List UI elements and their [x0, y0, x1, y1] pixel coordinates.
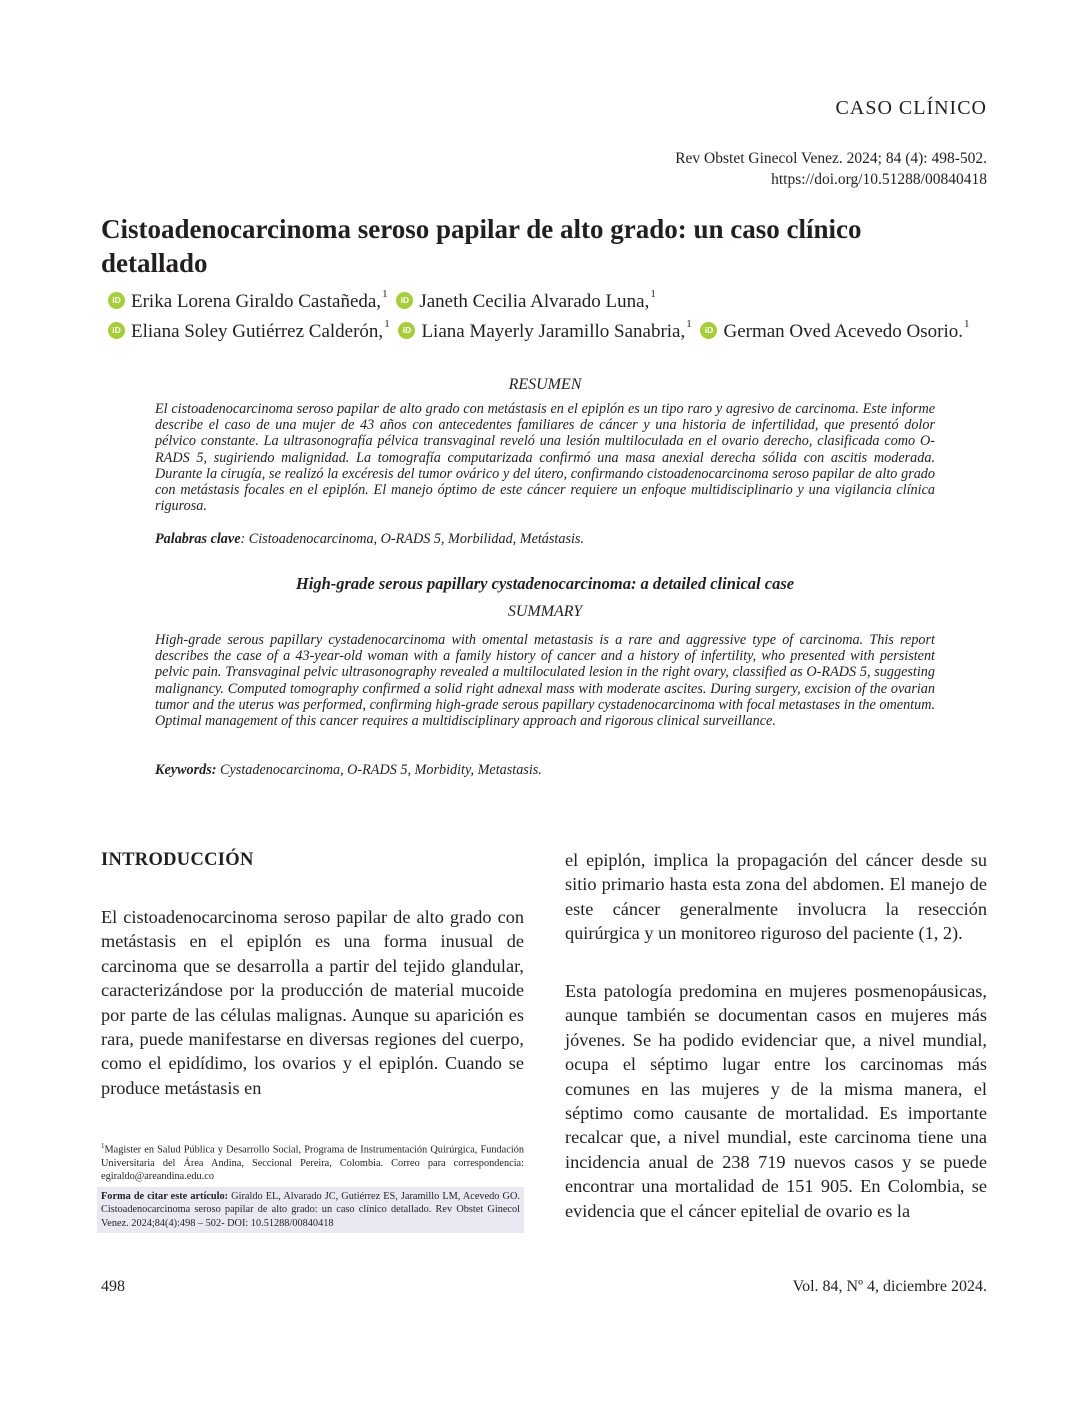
keywords-value: Cystadenocarcinoma, O-RADS 5, Morbidity, Metastasis.	[216, 762, 542, 778]
summary-keywords	[155, 762, 935, 779]
intro-paragraph-left: El cistoadenocarcinoma seroso papilar de alto grado con metástasis en el epiplón es una forma inusual de carcinoma que se desarrolla a partir del tejido glandular, caracterizándose por la producción de material mucoide por parte de las células malignas. Aunque su aparición es rara, puede manifestarse en diversas regiones del cuerpo, como el epidídimo, los ovarios y el epiplón. Cuando se produce metástasis en	[101, 907, 524, 1098]
resumen-text: El cistoadenocarcinoma seroso papilar de alto grado con metástasis en el epiplón es un tipo raro y agresivo de carcinoma. Este informe describe el caso de una mujer de 43 años con antecedentes familiares de cáncer y una historia de infertilidad, que presentó dolor pélvico constante. La ultrasonografía pélvica transvaginal reveló una lesión multiloculada en el ovario derecho, clasificada como O-RADS 5, sugiriendo malignidad. La tomografía computarizada confirmó una masa anexial derecha sólida con ascitis moderada. Durante la cirugía, se realizó la excéresis del tumor ovárico y del útero, confirmando cistoadenocarcinoma seroso papilar de alto grado con metástasis focales en el epiplón. El manejo óptimo de este cáncer requiere un enfoque multidisciplinario y una vigilancia clínica rigurosa.	[155, 401, 935, 515]
journal-ref: Rev Obstet Ginecol Venez. 2024; 84 (4): 498-502.	[675, 150, 987, 167]
doi-link[interactable]: https://doi.org/10.51288/00840418	[771, 171, 987, 188]
keywords-label: Palabras clave	[155, 531, 241, 547]
author	[108, 318, 390, 345]
footnote-text: Magister en Salud Pública y Desarrollo Social, Programa de Instrumentación Quirúrgica, Fundación Universitaria del Área Andina, Seccional Pereira, Colombia. Correo para correspondencia: egiraldo@areandina.edu.co	[101, 1144, 524, 1183]
orcid-icon[interactable]: iD	[396, 292, 413, 309]
affiliation-mark: 1	[686, 318, 692, 330]
keywords-label: Keywords:	[155, 762, 217, 778]
section-label: CASO CLÍNICO	[835, 97, 987, 119]
cite-text: Giraldo EL, Alvarado JC, Gutiérrez ES, Jaramillo LM, Acevedo GO. Cistoadenocarcinoma seroso papilar de alto grado: un caso clínico detallado. Rev Obstet Ginecol Venez. 2024;84(4):498 – 502- DOI: 10.51288/00840418	[101, 1191, 520, 1229]
author-name: Janeth Cecilia Alvarado Luna,	[419, 291, 650, 312]
keywords-value: : Cistoadenocarcinoma, O-RADS 5, Morbilidad, Metástasis.	[240, 531, 584, 547]
affiliation-mark: 1	[384, 318, 390, 330]
resumen-keywords	[155, 531, 935, 548]
summary-text: High-grade serous papillary cystadenocarcinoma with omental metastasis is a rare and aggressive type of carcinoma. This report describes the case of a 43-year-old woman with a family history of cancer and a history of infertility, who presented with persistent pelvic pain. Transvaginal pelvic ultrasonography revealed a multiloculated lesion in the right ovary, classified as O-RADS 5, suggesting malignancy. Computed tomography confirmed a solid right adnexal mass with moderate ascites. During surgery, excision of the ovarian tumor and the uterus was performed, confirming high-grade serous papillary cystadenocarcinoma with focal metastases in the omentum. Optimal management of this cancer requires a multidisciplinary approach and rigorous clinical surveillance.	[155, 632, 935, 730]
summary-heading: SUMMARY	[507, 603, 583, 620]
author	[396, 288, 656, 315]
author-name: Liana Mayerly Jaramillo Sanabria,	[421, 321, 686, 342]
cite-this-article	[97, 1187, 524, 1233]
intro-paragraph-right-1: el epiplón, implica la propagación del cáncer desde su sitio primario hasta esta zona del abdomen. El manejo de este cáncer generalmente involucra la resección quirúrgica y un monitoreo riguroso del paciente (1, 2).	[565, 850, 987, 944]
author-line-2	[108, 315, 1008, 345]
orcid-icon[interactable]: iD	[700, 322, 717, 339]
author-name: Erika Lorena Giraldo Castañeda,	[131, 291, 382, 312]
author-name: Eliana Soley Gutiérrez Calderón,	[131, 321, 384, 342]
author-list	[108, 285, 1008, 345]
footnote-marker: 1	[101, 1142, 105, 1150]
journal-citation	[675, 148, 987, 190]
article-title: Cistoadenocarcinoma seroso papilar de alto grado: un caso clínico detallado	[101, 214, 862, 278]
author-name: German Oved Acevedo Osorio.	[723, 321, 964, 342]
volume-info: Vol. 84, Nº 4, diciembre 2024.	[792, 1278, 987, 1295]
cite-label: Forma de citar este artículo:	[101, 1191, 229, 1202]
orcid-icon[interactable]: iD	[398, 322, 415, 339]
intro-paragraph-right-2: Esta patología predomina en mujeres posmenopáusicas, aunque también se documentan casos en mujeres más jóvenes. Se ha podido evidenciar que, a nivel mundial, ocupa el séptimo lugar entre los carcinomas más comunes en las mujeres y de la misma manera, el séptimo como causante de mortalidad. Es importante recalcar que, a nivel mundial, este carcinoma tiene una incidencia anual de 238 719 nuevos casos y se puede encontrar una mortalidad de 151 905. En Colombia, se evidencia que el cáncer epitelial de ovario es la	[565, 981, 987, 1221]
section-heading-introduccion: INTRODUCCIÓN	[101, 850, 254, 870]
english-title: High-grade serous papillary cystadenocarcinoma: a detailed clinical case	[295, 574, 795, 593]
orcid-icon[interactable]: iD	[108, 322, 125, 339]
affiliation-mark: 1	[650, 288, 656, 300]
affiliation-mark: 1	[964, 318, 970, 330]
affiliation-footnote	[101, 1140, 524, 1183]
page-number: 498	[101, 1278, 125, 1295]
author	[398, 318, 691, 345]
resumen-heading: RESUMEN	[508, 376, 582, 393]
author	[108, 288, 388, 315]
author	[700, 318, 969, 345]
orcid-icon[interactable]: iD	[108, 292, 125, 309]
author-line-1	[108, 285, 1008, 315]
affiliation-mark: 1	[382, 288, 388, 300]
